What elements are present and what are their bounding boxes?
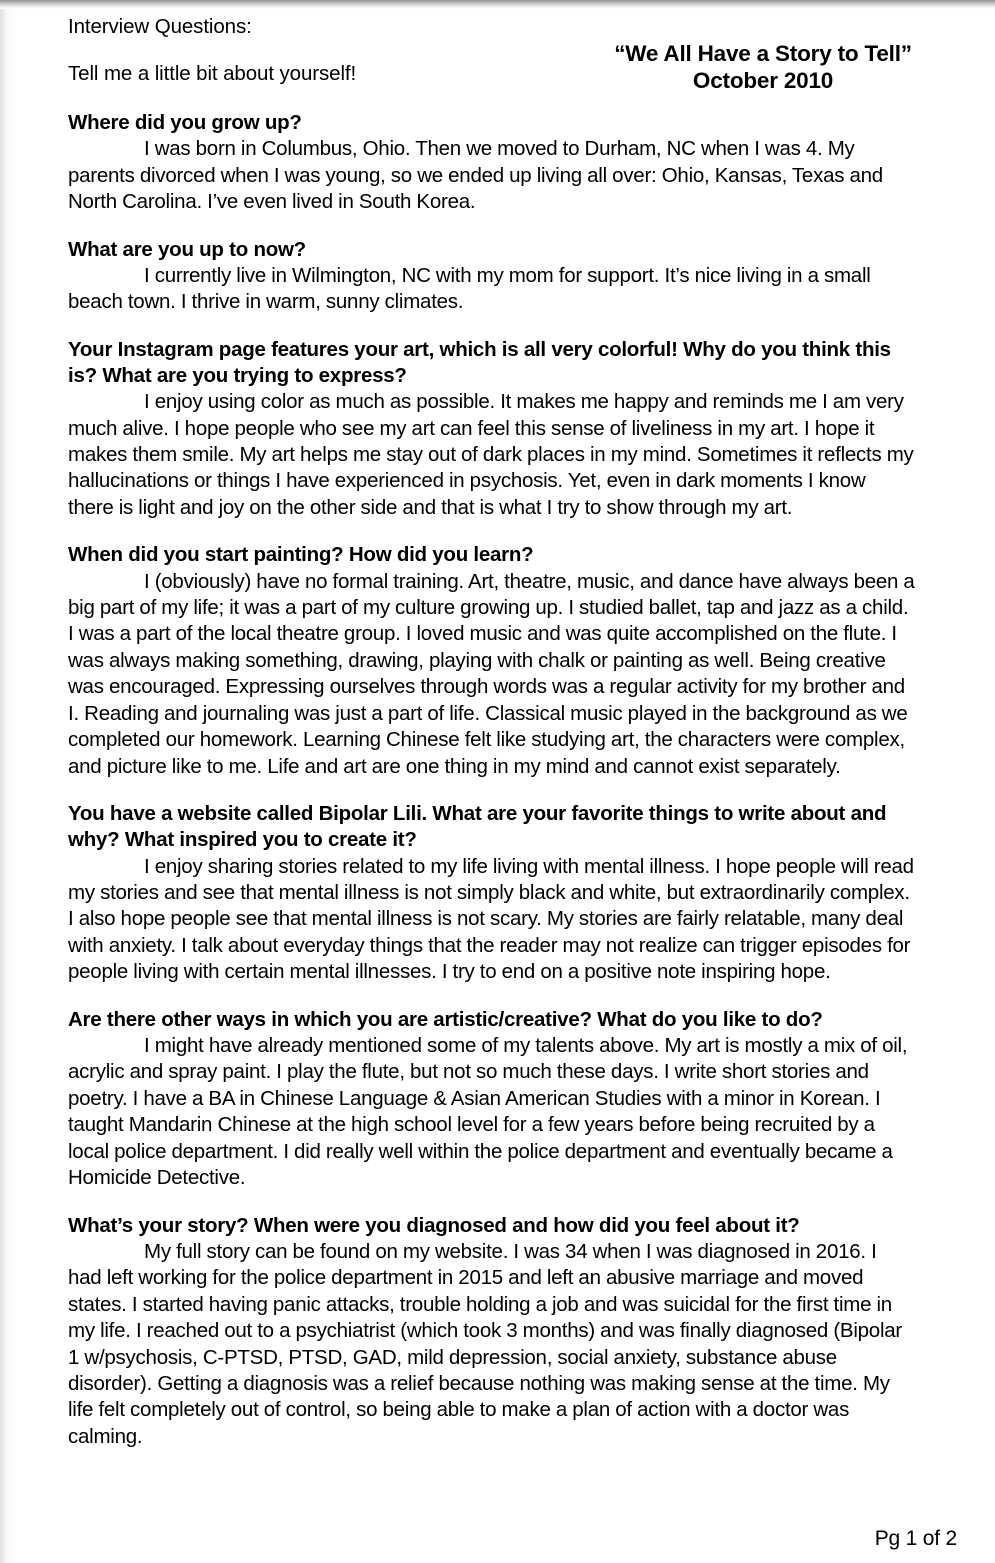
qa-question: Your Instagram page features your art, which is all very colorful! Why do you think this is? What are you trying to express? xyxy=(68,337,891,387)
interview-questions-label: Interview Questions: xyxy=(68,15,252,38)
document-header xyxy=(68,14,915,92)
qa-item xyxy=(68,110,915,216)
qa-item xyxy=(68,1213,915,1451)
qa-answer: My full story can be found on my website. I was 34 when I was diagnosed in 2016. I had left working for the police department in 2015 and left an abusive marriage and moved states. I started having panic attacks, trouble holding a job and was suicidal for the first time in my life. I reached out to a psychiatrist (which took 3 months) and was finally diagnosed (Bipolar 1 w/psychosis, C-PTSD, PTSD, GAD, mild depression, social anxiety, substance abuse disorder). Getting a diagnosis was a relief because nothing was making sense at the time. My life felt completely out of control, so being able to make a plan of action with a doctor was calming. xyxy=(68,1239,902,1448)
qa-item xyxy=(68,337,915,522)
qa-question: You have a website called Bipolar Lili. What are your favorite things to write about and why? What inspired you to create it? xyxy=(68,802,887,852)
qa-question: Are there other ways in which you are artistic/creative? What do you like to do? xyxy=(68,1007,823,1031)
qa-answer: I was born in Columbus, Ohio. Then we moved to Durham, NC when I was 4. My parents divorced when I was young, so we ended up living all over: Ohio, Kansas, Texas and North Carolina. I’ve even lived in South Korea. xyxy=(68,137,883,214)
qa-item xyxy=(68,542,915,780)
qa-answer: I (obviously) have no formal training. Art, theatre, music, and dance have always been a big part of my life; it was a part of my culture growing up. I studied ballet, tap and jazz as a child. I was a part of the local theatre group. I loved music and was quite accomplished on the flute. I was always making something, drawing, playing with chalk or painting as well. Being creative was encouraged. Expressing ourselves through words was a regular activity for my brother and I. Reading and journaling was just a part of life. Classical music played in the background as we completed our homework. Learning Chinese felt like studying art, the characters were complex, and picture like to me. Life and art are one thing in my mind and cannot exist separately. xyxy=(68,569,915,778)
interview-qa-list xyxy=(68,110,915,1450)
qa-answer: I enjoy sharing stories related to my life living with mental illness. I hope people will read my stories and see that mental illness is not simply black and white, but extraordinarily complex. I also hope people see that mental illness is not scary. My stories are fairly relatable, many deal with anxiety. I talk about everyday things that the reader may not realize can trigger episodes for people living with certain mental illnesses. I try to end on a positive note inspiring hope. xyxy=(68,854,914,984)
document-title-block xyxy=(538,40,988,95)
qa-answer: I currently live in Wilmington, NC with my mom for support. It’s nice living in a small beach town. I thrive in warm, sunny climates. xyxy=(68,263,871,314)
page-title: “We All Have a Story to Tell” xyxy=(614,41,912,66)
qa-question: When did you start painting? How did you learn? xyxy=(68,543,534,567)
qa-question: What’s your story? When were you diagnosed and how did you feel about it? xyxy=(68,1213,800,1237)
qa-question: What are you up to now? xyxy=(68,237,306,261)
qa-answer: I enjoy using color as much as possible. It makes me happy and reminds me I am very much alive. I hope people who see my art can feel this sense of liveliness in my art. I hope it makes them smile. My art helps me stay out of dark places in my mind. Sometimes it reflects my hallucinations or things I have experienced in psychosis. Yet, even in dark moments I know there is light and joy on the other side and that is what I try to show through my art. xyxy=(68,390,914,519)
qa-answer: I might have already mentioned some of my talents above. My art is mostly a mix of oil, acrylic and spray paint. I play the flute, but not so much these days. I write short stories and poetry. I have a BA in Chinese Language & Asian American Studies with a minor in Korean. I taught Mandarin Chinese at the high school level for a few years before being recruited by a local police department. I did really well within the police department and eventually became a Homicide Detective. xyxy=(68,1033,908,1190)
qa-item xyxy=(68,237,915,316)
interview-opening-prompt: Tell me a little bit about yourself! xyxy=(68,61,357,85)
qa-item xyxy=(68,801,915,986)
publication-date: October 2010 xyxy=(692,68,834,94)
interview-intro-block xyxy=(68,14,538,87)
qa-question: Where did you grow up? xyxy=(68,111,302,134)
page-number: Pg 1 of 2 xyxy=(874,1527,957,1550)
qa-item xyxy=(68,1007,915,1192)
